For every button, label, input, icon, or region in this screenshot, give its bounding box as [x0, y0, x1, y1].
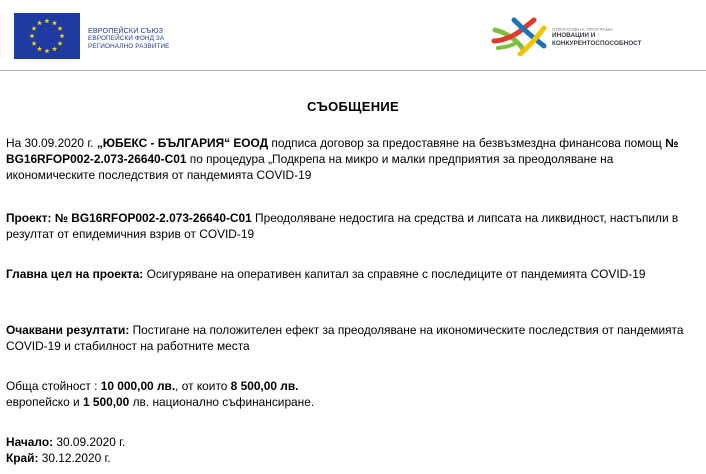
results-paragraph [6, 322, 696, 354]
contract-number: № BG16RFOP002-2.073-26640-C01 [6, 136, 679, 166]
intro-text-3: по процедура „Подкрепа на микро и малки предприятия за преодоляване на икономическите последствия от пандемията COVID-19 [6, 152, 614, 182]
header-divider [0, 70, 706, 71]
intro-paragraph [6, 135, 696, 183]
goal-paragraph [6, 266, 696, 282]
intro-text-2: подписа договор за предоставяне на безвъзмездна финансова помощ [268, 136, 666, 150]
page-title: СЪОБЩЕНИЕ [307, 99, 399, 114]
project-paragraph [6, 210, 696, 242]
project-label: Проект: № BG16RFOP002-2.073-26640-C01 [6, 211, 252, 225]
budget-text-1: Обща стойност : [6, 379, 101, 393]
national-value: 1 500,00 [83, 395, 130, 409]
eu-line-1: ЕВРОПЕЙСКИ СЪЮЗ [88, 26, 164, 35]
op-small-label: ОПЕРАТИВНА ПРОГРАМА [552, 27, 614, 32]
eu-fund-label [88, 27, 170, 50]
eu-flag-logo [14, 13, 80, 59]
total-value: 10 000,00 лв. [100, 379, 176, 393]
dates-paragraph [6, 434, 696, 466]
eu-line-3: РЕГИОНАЛНО РАЗВИТИЕ [88, 42, 170, 50]
company-name: „ЮБЕКС - БЪЛГАРИЯ“ ЕООД [96, 136, 269, 150]
op-line-1: ИНОВАЦИИ И [552, 32, 596, 40]
intro-text-1: На 30.09.2020 г. [6, 136, 97, 150]
op-program-label [552, 27, 642, 47]
start-label: Начало: [6, 435, 54, 449]
budget-text-2: , от които [175, 379, 231, 393]
end-date: 30.12.2020 г. [38, 451, 111, 465]
header [0, 0, 706, 70]
eu-line-2: ЕВРОПЕЙСКИ ФОНД ЗА [88, 35, 165, 43]
results-text: Постигане на положителен ефект за преодоляване на икономическите последствия от пандемията COVID-19 и стабилност на работните места [6, 323, 684, 353]
budget-text-4: лв. национално съфинансиране. [129, 395, 315, 409]
goal-label: Главна цел на проекта: [6, 267, 144, 281]
goal-text: Осигуряване на оперативен капитал за справяне с последиците от пандемията COVID-19 [143, 267, 646, 281]
eu-part-value: 8 500,00 лв. [230, 379, 299, 393]
results-label: Очаквани резултати: [6, 323, 130, 337]
op-line-2: КОНКУРЕНТОСПОСОБНОСТ [552, 39, 642, 47]
op-logo-icon [490, 14, 548, 60]
project-text: Преодоляване недостига на средства и липсата на ликвидност, настъпили в резултат от епидемичния взрив от COVID-19 [6, 211, 679, 241]
budget-text-3: европейско и [6, 395, 83, 409]
end-label: Край: [6, 451, 39, 465]
budget-paragraph [6, 378, 696, 410]
start-date: 30.09.2020 г. [53, 435, 126, 449]
